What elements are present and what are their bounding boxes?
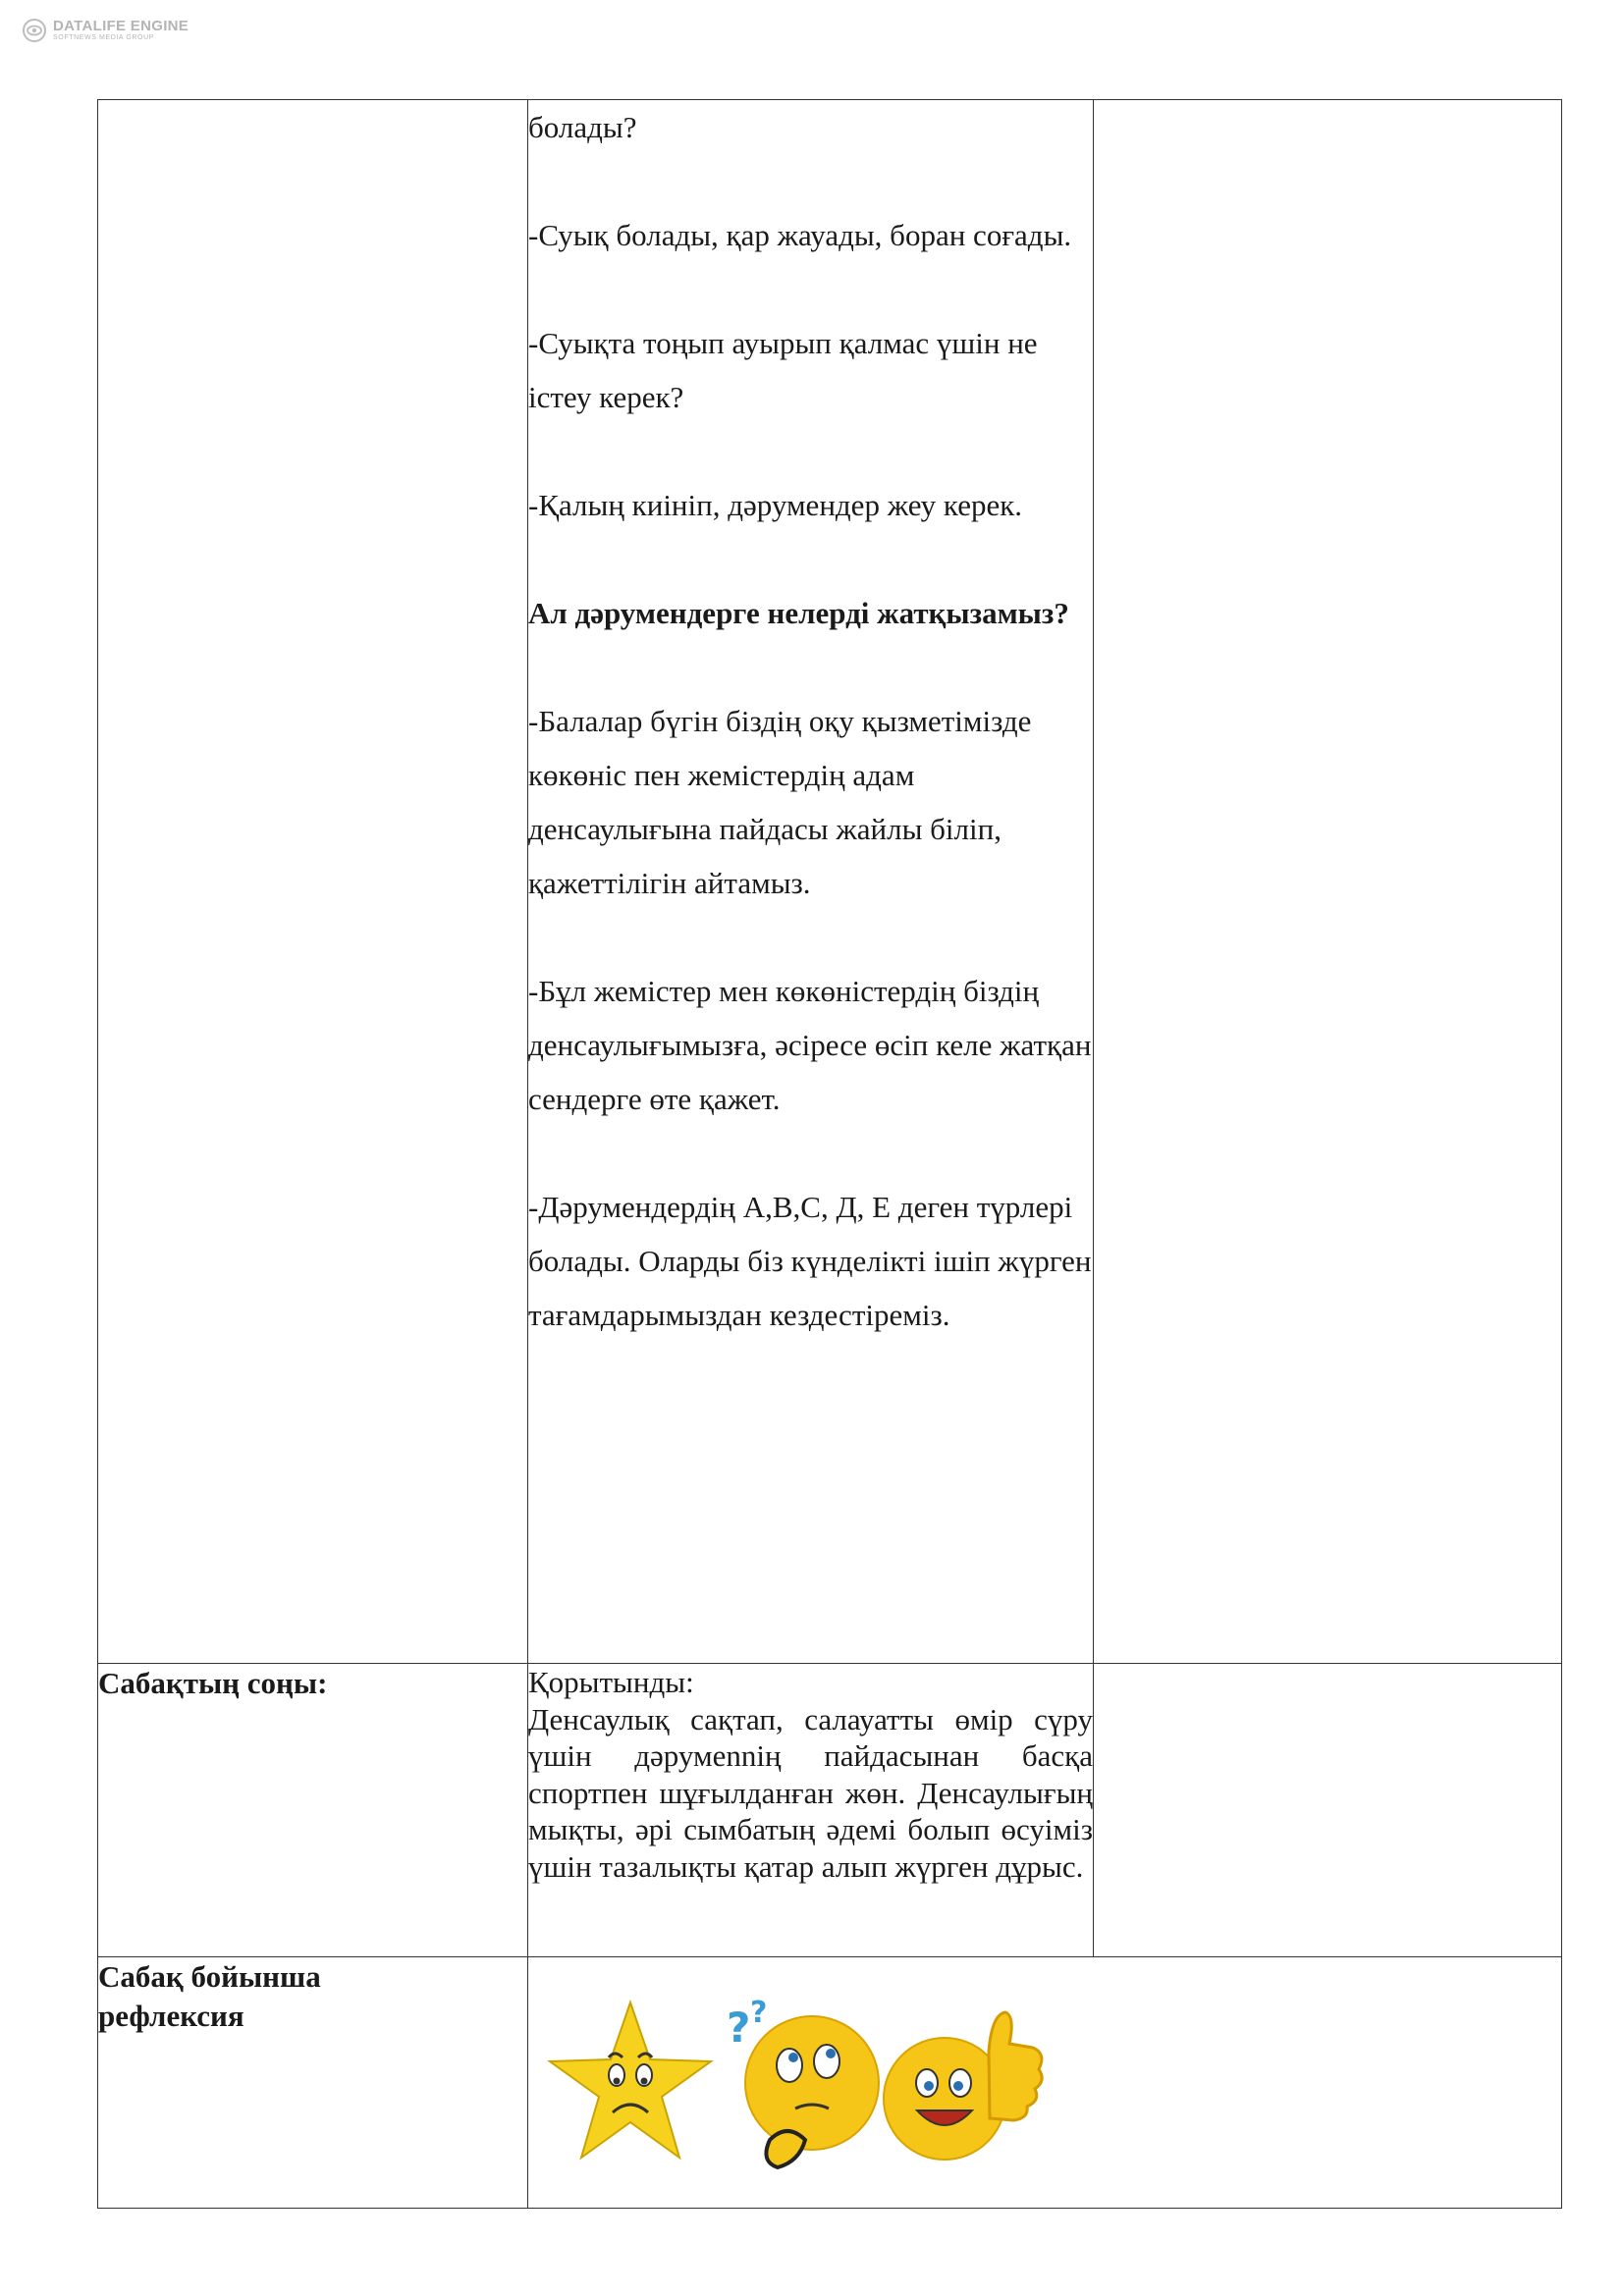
dialogue-paragraph: -Суықта тоңып ауырып қалмас үшін не істеу керек? [528,326,1038,414]
dialogue-paragraph: -Қалың киініп, дәрумендер жеу керек. [528,488,1023,522]
svg-text:?: ? [727,2003,751,2052]
reflection-label-line: Сабақ бойынша [98,1959,321,1994]
dialogue-question-bold: Ал дәрумендерге нелерді жатқызамыз? [528,596,1069,630]
conclusion-heading: Қорытынды: [528,1665,694,1699]
reflection-cell [528,1957,1562,2209]
lesson-row-main [98,100,1562,1664]
thinking-smiley-icon [727,1996,879,2167]
lesson-row-ending [98,1664,1562,1957]
stage-label-ending: Сабақтың соңы: [98,1664,528,1957]
conclusion-cell [528,1664,1094,1957]
datalife-watermark [22,18,189,43]
lesson-plan-table [97,99,1562,2209]
stage-label-reflection [98,1957,528,2209]
dialogue-paragraph: -Балалар бүгін біздің оқу қызметімізде көкөніс пен жемістердің адам денсаулығына пайдасы жайлы біліп, қажеттілігін айтамыз. [528,704,1032,900]
watermark-title: DATALIFE ENGINE [53,18,189,34]
sad-star-icon [550,2002,711,2158]
watermark-subtitle: SOFTNEWS MEDIA GROUP [53,34,155,41]
lesson-row-reflection [98,1957,1562,2209]
teacher-activity-cell [528,100,1094,1664]
eye-logo-icon [22,18,47,43]
reflection-label-line: рефлексия [98,1999,244,2033]
dialogue-paragraph: -Дәрумендердің А,В,С, Д, Е деген түрлері болады. Оларды біз күнделікті ішіп жүрген тағамдарымыздан кездестіреміз. [528,1190,1092,1332]
dialogue-paragraph: болады? [528,110,637,144]
svg-text:?: ? [750,1996,768,2030]
conclusion-text: Денсаулық сақтап, салауатты өмір сүру үшін дәрумennің пайдасынан басқа спортпен шұғылданған жөн. Денсаулығың мықты, әрі сымбатың әдемі болып өсуіміз үшін тазалықты қатар алып жүрген дұрыс. [528,1701,1093,1884]
reflection-emoji-group [542,1993,1072,2179]
resources-cell-empty [1094,100,1562,1664]
thumbs-up-smiley-icon [884,2012,1042,2160]
dialogue-paragraph: -Бұл жемістер мен көкөністердің біздің денсаулығымызға, әсіресе өсіп келе жатқан сендерге өте қажет. [528,974,1092,1116]
resources-cell-empty [1094,1664,1562,1957]
dialogue-paragraph: -Суық болады, қар жауады, боран соғады. [528,218,1072,252]
stage-cell-empty [98,100,528,1664]
